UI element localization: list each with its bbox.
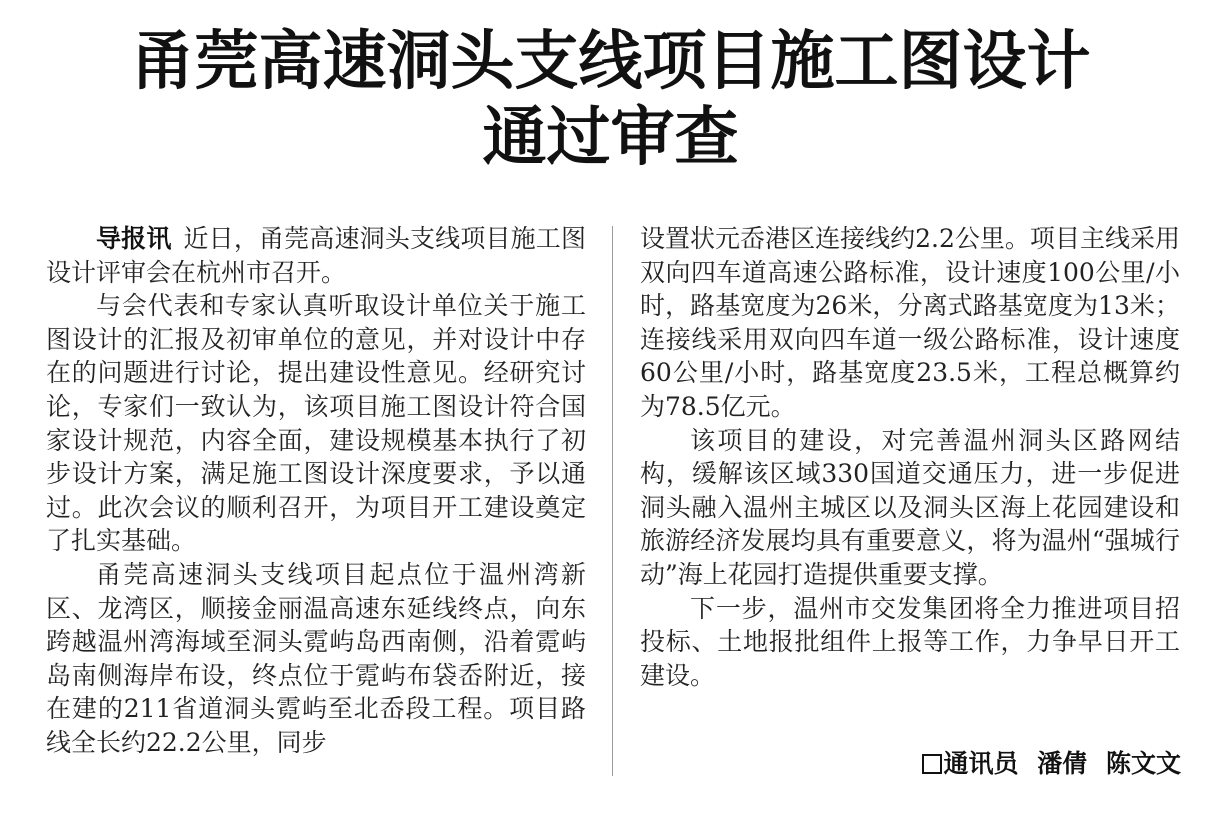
article-column-left bbox=[46, 222, 586, 760]
article-paragraph: 该项目的建设，对完善温州洞头区路网结构，缓解该区域330国道交通压力，进一步促进洞头融入温州主城区以及洞头区海上花园建设和旅游经济发展均具有重要意义，将为温州“强城行动”海上花园打造提供重要支撑。 bbox=[640, 425, 1180, 589]
byline-label: 通讯员 bbox=[943, 749, 1019, 778]
article-paragraph bbox=[46, 222, 586, 289]
byline bbox=[922, 746, 1181, 782]
article-column-right bbox=[640, 222, 1180, 692]
column-divider bbox=[612, 226, 613, 776]
byline-author: 潘倩 bbox=[1037, 749, 1088, 778]
lead-label: 导报讯 bbox=[96, 224, 172, 253]
article-paragraph: 与会代表和专家认真听取设计单位关于施工图设计的汇报及初审单位的意见，并对设计中存在的问题进行讨论，提出建设性意见。经研究讨论，专家们一致认为，该项目施工图设计符合国家设计规范，内容全面，建设规模基本执行了初步设计方案，满足施工图设计深度要求，予以通过。此次会议的顺利召开，为项目开工建设奠定了扎实基础。 bbox=[46, 291, 586, 556]
article-paragraph-continued: 设置状元岙港区连接线约2.2公里。项目主线采用双向四车道高速公路标准，设计速度100公里/小时，路基宽度为26米，分离式路基宽度为13米；连接线采用双向四车道一级公路标准，设计速度60公里/小时，路基宽度23.5米，工程总概算约为78.5亿元。 bbox=[640, 224, 1180, 421]
article-paragraph: 甬莞高速洞头支线项目起点位于温州湾新区、龙湾区，顺接金丽温高速东延线终点，向东跨越温州湾海域至洞头霓屿岛西南侧，沿着霓屿岛南侧海岸布设，终点位于霓屿布袋岙附近，接在建的211省道洞头霓屿至北岙段工程。项目路线全长约22.2公里，同步 bbox=[46, 559, 586, 757]
headline bbox=[0, 24, 1221, 176]
article-paragraph: 下一步，温州市交发集团将全力推进项目招投标、土地报批组件上报等工作，力争早日开工建设。 bbox=[640, 593, 1180, 690]
headline-line-1: 甬莞高速洞头支线项目施工图设计 bbox=[130, 25, 1091, 99]
square-marker-icon bbox=[922, 754, 942, 774]
headline-line-2: 通过审查 bbox=[482, 101, 739, 175]
byline-author: 陈文文 bbox=[1105, 749, 1181, 778]
paragraph-text: 近日，甬莞高速洞头支线项目施工图设计评审会在杭州市召开。 bbox=[46, 224, 586, 287]
